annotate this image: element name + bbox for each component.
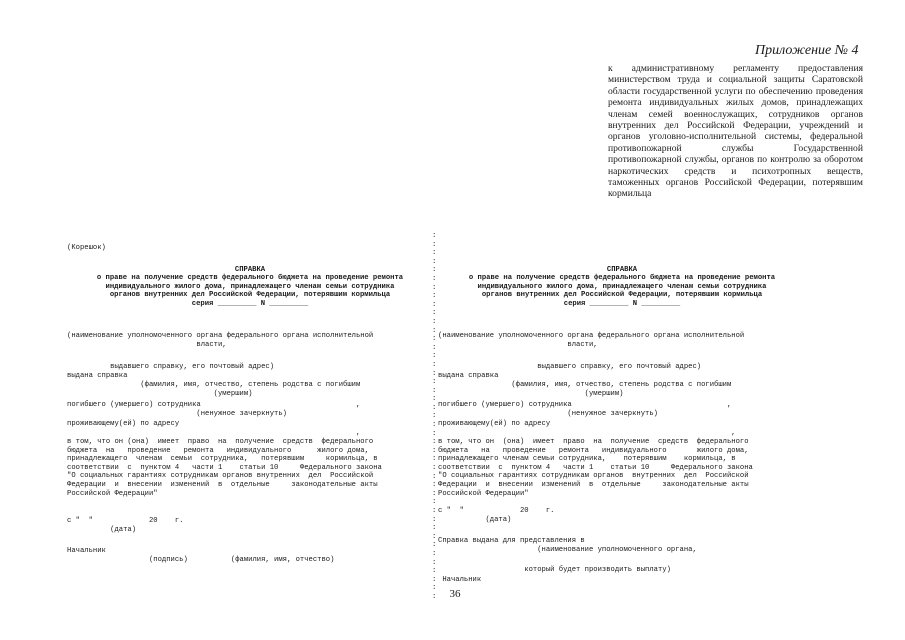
- right-date-caption: (дата): [438, 516, 512, 524]
- right-date-line: с " " 20 г.: [438, 507, 555, 515]
- left-residing-line: проживающему(ей) по адресу: [67, 420, 180, 428]
- right-issuer-caption-2: выдавшего справку, его почтовый адрес): [438, 363, 702, 371]
- right-body-text: в том, что он (она) имеет право на получение средств федерального бюджета на проведение ремонта индивидуального жилого дома, принадлежащего членам семьи сотрудника, потерявшим кормильца, в соответствии с пунктом 4 части 1 статьи 10 Федерального закона "О социальных гарантиях сотрудникам органов внутренних дел Российской Федерации и внесении изменений в отдельные законодательные акты Российской Федерации": [438, 438, 753, 498]
- left-issuer-caption-2: выдавшего справку, его почтовый адрес): [67, 363, 275, 371]
- left-spravka-subtitle: о праве на получение средств федерального бюджета на проведение ремонта индивидуального жилого дома, принадлежащего членам семьи сотрудника органов внутренних дел Российской Федерации, потерявшим кормильца серия _________ N _________: [96, 274, 404, 308]
- right-residing-line: проживающему(ей) по адресу: [438, 420, 551, 428]
- left-residing-end: ,: [67, 429, 361, 437]
- left-date-line: с " " 20 г.: [67, 517, 184, 525]
- page-number: 36: [449, 588, 461, 600]
- right-presented-caption-2: который будет производить выплату): [438, 566, 671, 574]
- annex-text: к административному регламенту предоставления министерством труда и социальной защиты Саратовской области государственной услуги по обеспечению проведения ремонта индивидуальных жилых домов, принадлежащих членам семей военнослужащих, сотрудников органов внутренних дел Российской Федерации, учреждений и органов уголовно-исполнительной системы, федеральной противопожарной службы Государственной противопожарной службы, органов по контролю за оборотом наркотических средств и психотропных веществ, таможенных органов Российской Федерации, потерявшим кормильца: [608, 63, 863, 200]
- right-presented-caption: (наименование уполномоченного органа,: [438, 546, 697, 554]
- right-issued-to: выдана справка: [438, 372, 499, 380]
- left-fio-caption: (фамилия, имя, отчество, степень родства с погибшим (умершим): [140, 381, 361, 398]
- right-chief: Начальник: [438, 576, 482, 584]
- stub-label: (Корешок): [67, 244, 106, 252]
- left-deceased-line: погибшего (умершего) сотрудника ,: [67, 401, 361, 409]
- left-issuer-caption: (наименование уполномоченного органа федерального органа исполнительной власти,: [67, 332, 374, 349]
- left-body-text: в том, что он (она) имеет право на получение средств федерального бюджета на проведение ремонта индивидуального жилого дома, принадлежащего членам семьи сотрудника, потерявшим кормильца, в соответствии с пунктом 4 части 1 статьи 10 Федерального закона "О социальных гарантиях сотрудникам органов внутренних дел Российской Федерации и внесении изменений в отдельные законодательные акты Российской Федерации": [67, 438, 382, 498]
- right-fio-caption: (фамилия, имя, отчество, степень родства с погибшим (умершим): [511, 381, 732, 398]
- left-chief: Начальник: [67, 547, 106, 555]
- left-issued-to: выдана справка: [67, 372, 128, 380]
- right-issuer-caption: (наименование уполномоченного органа федерального органа исполнительной власти,: [438, 332, 745, 349]
- left-strike-note: (ненужное зачеркнуть): [67, 410, 287, 418]
- right-residing-end: ,: [438, 429, 736, 437]
- annex-title: Приложение № 4: [755, 43, 859, 58]
- right-deceased-line: погибшего (умершего) сотрудника ,: [438, 401, 732, 409]
- cut-line: : : : : : : : : : : : : : : : : : : : : : : : : : : : : : : : : : : : : : : : : : : :: [432, 232, 437, 601]
- right-spravka-subtitle: о праве на получение средств федерального бюджета на проведение ремонта индивидуального жилого дома, принадлежащего членам семьи сотрудника органов внутренних дел Российской Федерации, потерявшим кормильца серия _________ N _________: [468, 274, 776, 308]
- left-spravka-title: СПРАВКА: [234, 266, 266, 274]
- left-date-caption: (дата): [67, 526, 137, 534]
- left-signature-caption: (подпись) (фамилия, имя, отчество): [67, 556, 335, 564]
- right-strike-note: (ненужное зачеркнуть): [438, 410, 658, 418]
- right-spravka-title: СПРАВКА: [606, 266, 638, 274]
- right-presented-to: Справка выдана для представления в: [438, 537, 585, 545]
